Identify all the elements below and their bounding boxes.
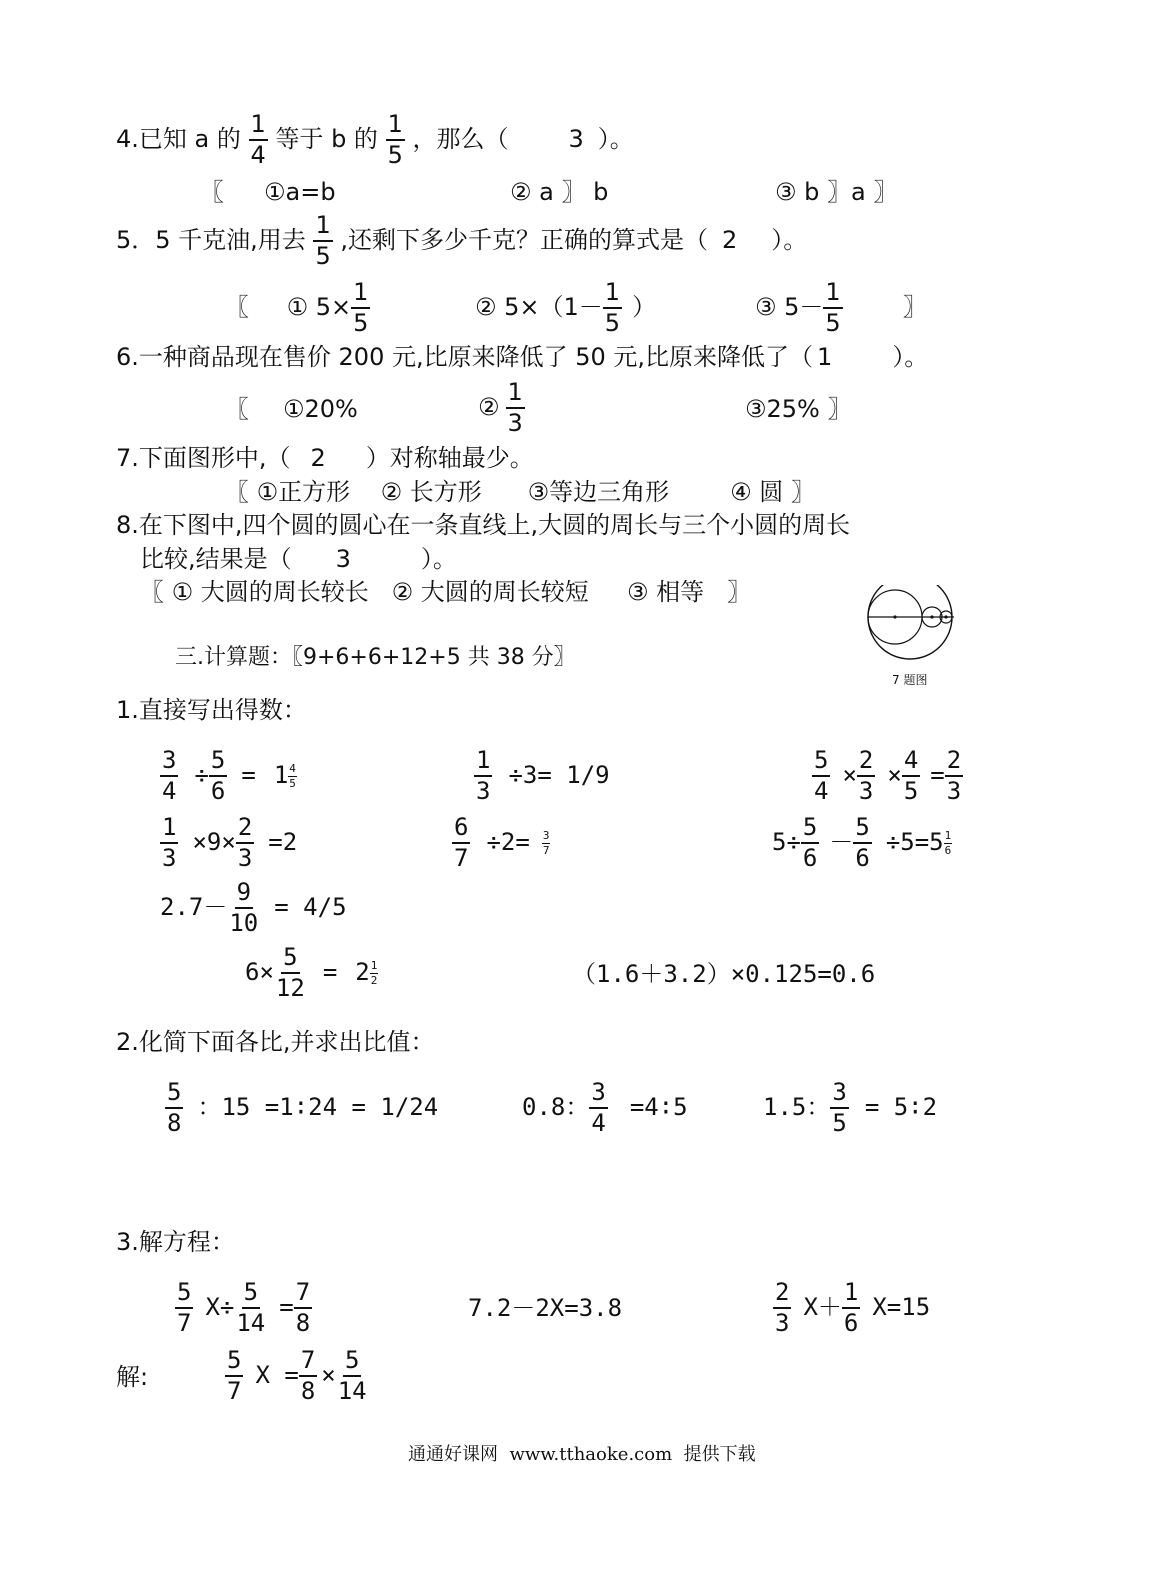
ratio-2 bbox=[522, 1080, 688, 1136]
question-7 bbox=[116, 446, 534, 470]
question-5 bbox=[116, 213, 807, 269]
equation-3-fraction-a: $\frac{2}{3}$ bbox=[775, 1278, 790, 1338]
ratio-3-rest: = 5∶2 bbox=[864, 1093, 938, 1122]
q6-option-3: ③25% 〗 bbox=[745, 395, 852, 423]
equation-3-fraction-b: $\frac{1}{6}$ bbox=[843, 1278, 859, 1338]
expr-6 bbox=[772, 815, 952, 871]
q5-option-bracket-close: 〗 bbox=[902, 293, 927, 322]
q6-option-2 bbox=[478, 380, 525, 436]
equation-3-rest: X=15 bbox=[872, 1293, 931, 1322]
expr-1-result-whole: 1 bbox=[273, 761, 289, 790]
q8-text: 比较,结果是（ bbox=[140, 545, 292, 573]
equation-1 bbox=[175, 1280, 312, 1336]
expr-6-fraction-a: $\frac{5}{6}$ bbox=[802, 813, 818, 873]
expr-8-pre: 6× bbox=[245, 958, 274, 987]
expr-3-fraction-b: $\frac{2}{3}$ bbox=[858, 746, 874, 806]
q6-options bbox=[225, 397, 358, 421]
q5-option-2-fraction: $\frac{1}{5}$ bbox=[604, 278, 621, 338]
expr-5-rest: ÷2= bbox=[486, 828, 530, 857]
q5-option-2-close: ） bbox=[632, 293, 657, 322]
calc-2-title: 2.化简下面各比,并求出比值： bbox=[116, 1028, 435, 1056]
expr-4-rest: =2 bbox=[268, 828, 298, 857]
solution-line bbox=[225, 1348, 369, 1404]
q4-fraction-2: $\frac{1}{5}$ bbox=[387, 110, 403, 170]
expr-2-fraction: $\frac{1}{3}$ bbox=[476, 746, 491, 806]
expr-8-result-whole: 2 bbox=[355, 958, 370, 987]
expr-4-mid: ×9× bbox=[192, 828, 236, 857]
q5-answer: 2 bbox=[722, 226, 738, 255]
q6-option-bracket: 〖 bbox=[225, 395, 249, 423]
expr-8-fraction: $\frac{5}{12}$ bbox=[275, 943, 305, 1003]
ratio-2-pre: 0.8： bbox=[522, 1093, 590, 1122]
section-3-title: 三.计算题：〖9+6+6+12+5 共 38 分〗 bbox=[175, 645, 576, 670]
equation-1-fraction-a: $\frac{5}{7}$ bbox=[177, 1278, 192, 1338]
expr-3-op-2: × bbox=[887, 761, 902, 790]
q8-close: ）。 bbox=[420, 545, 457, 573]
calc-1-title: 1.直接写出得数： bbox=[116, 696, 307, 724]
expr-7-pre: 2.7－ bbox=[160, 893, 228, 922]
q6-option-1: ①20% bbox=[283, 395, 358, 423]
q5-option-2-text: ② 5×（1－ bbox=[475, 293, 603, 322]
expr-4-fraction-a: $\frac{1}{3}$ bbox=[162, 813, 177, 873]
q8-answer: 3 bbox=[335, 545, 351, 573]
expr-5-fraction: $\frac{6}{7}$ bbox=[454, 813, 469, 873]
equation-2: 7.2－2X=3.8 bbox=[468, 1294, 623, 1322]
question-8-line-1: 8.在下图中,四个圆的圆心在一条直线上,大圆的周长与三个小圆的周长 bbox=[116, 511, 851, 539]
equation-3 bbox=[773, 1280, 930, 1336]
footer-text: 通通好课网 www.tthaoke.com 提供下载 bbox=[408, 1444, 756, 1465]
expr-7-rest: = 4/5 bbox=[274, 893, 347, 922]
expr-3-fraction-a: $\frac{5}{4}$ bbox=[814, 746, 829, 806]
ratio-3 bbox=[763, 1080, 937, 1136]
q6-option-2-fraction: $\frac{1}{3}$ bbox=[507, 378, 523, 438]
q7-text: 7.下面图形中,（ bbox=[116, 444, 291, 472]
question-4 bbox=[116, 112, 634, 168]
expr-1 bbox=[160, 748, 297, 804]
expr-5-result: $\frac{3}{7}$ bbox=[542, 829, 550, 857]
solution-mid: X = bbox=[255, 1361, 299, 1390]
q5-option-2 bbox=[475, 280, 656, 336]
q4-option-3: ③ b 〗a 〗 bbox=[775, 178, 898, 206]
q5-text-suffix: ,还剩下多少千克？正确的算式是（ bbox=[340, 226, 708, 255]
expr-3 bbox=[812, 748, 963, 804]
q5-option-bracket-open: 〖 bbox=[225, 293, 249, 322]
figure-caption: 7 题图 bbox=[892, 673, 928, 687]
q5-option-1-fraction: $\frac{1}{5}$ bbox=[353, 278, 369, 338]
ratio-3-pre: 1.5： bbox=[763, 1093, 831, 1122]
ratio-2-rest: =4∶5 bbox=[629, 1093, 688, 1122]
expr-8 bbox=[245, 945, 378, 1001]
expr-6-fraction-b: $\frac{5}{6}$ bbox=[855, 813, 870, 873]
q4-options bbox=[200, 180, 336, 204]
q4-option-1: ①a=b bbox=[264, 178, 336, 206]
expr-3-result: $\frac{2}{3}$ bbox=[946, 746, 962, 806]
solution-fraction-c: $\frac{5}{14}$ bbox=[337, 1346, 367, 1406]
expr-9: （1.6＋3.2）×0.125=0.6 bbox=[572, 960, 876, 988]
equation-1-fraction-b: $\frac{5}{14}$ bbox=[236, 1278, 266, 1338]
expr-1-eq: = bbox=[241, 761, 256, 790]
expr-7 bbox=[160, 880, 347, 936]
ratio-1-fraction: $\frac{5}{8}$ bbox=[167, 1078, 182, 1138]
expr-1-fraction-a: $\frac{3}{4}$ bbox=[162, 746, 177, 806]
expr-6-op: － bbox=[829, 828, 854, 857]
ratio-1-rest: ：15 =1∶24 = 1/24 bbox=[197, 1093, 439, 1122]
expr-2-rest: ÷3= 1/9 bbox=[508, 761, 610, 790]
question-8-line-2 bbox=[140, 547, 457, 571]
circles-diagram bbox=[862, 585, 962, 685]
q5-fraction: $\frac{1}{5}$ bbox=[315, 211, 331, 271]
calc-3-title: 3.解方程： bbox=[116, 1228, 235, 1256]
expr-8-result-fraction: $\frac{1}{2}$ bbox=[370, 959, 378, 987]
q4-fraction-1: $\frac{1}{4}$ bbox=[250, 110, 266, 170]
expr-3-eq: = bbox=[930, 761, 945, 790]
expr-4 bbox=[160, 815, 297, 871]
equation-1-eq: = bbox=[279, 1293, 294, 1322]
expr-3-op-1: × bbox=[842, 761, 857, 790]
q5-close: ）。 bbox=[771, 226, 808, 255]
equation-3-mid: X＋ bbox=[803, 1293, 842, 1322]
question-6 bbox=[116, 345, 928, 369]
expr-7-fraction: $\frac{9}{10}$ bbox=[229, 878, 259, 938]
equation-1-result: $\frac{7}{8}$ bbox=[295, 1278, 311, 1338]
q5-option-3-fraction: $\frac{1}{5}$ bbox=[825, 278, 841, 338]
expr-1-result-fraction: $\frac{4}{5}$ bbox=[289, 762, 296, 790]
ratio-3-fraction: $\frac{3}{5}$ bbox=[832, 1078, 847, 1138]
expr-3-fraction-c: $\frac{4}{5}$ bbox=[903, 746, 919, 806]
circles-figure bbox=[862, 585, 962, 689]
ratio-1 bbox=[165, 1080, 438, 1136]
equation-1-mid: X÷ bbox=[205, 1293, 235, 1322]
expr-2 bbox=[474, 748, 610, 804]
q4-option-bracket: 〖 bbox=[200, 178, 224, 206]
q4-text-mid: 等于 b 的 bbox=[275, 125, 378, 154]
q7-suffix: ）对称轴最少。 bbox=[365, 444, 534, 472]
q5-text: 5．5 千克油,用去 bbox=[116, 226, 306, 255]
q6-text: 6.一种商品现在售价 200 元,比原来降低了 50 元,比原来降低了（ bbox=[116, 343, 814, 371]
solution-label: 解: bbox=[116, 1363, 149, 1391]
expr-6-pre: 5÷ bbox=[772, 828, 801, 857]
q6-answer: 1 bbox=[817, 343, 833, 371]
q5-options bbox=[225, 280, 370, 336]
q4-option-2: ② a 〗 b bbox=[510, 178, 609, 206]
q7-options: 〖 ①正方形 ② 长方形 ③等边三角形 ④ 圆 〗 bbox=[225, 478, 815, 506]
q6-option-2-text: ② bbox=[478, 393, 500, 422]
q4-close: ）。 bbox=[597, 125, 634, 154]
expr-5 bbox=[452, 815, 550, 871]
q5-option-1: ① 5× bbox=[286, 293, 352, 322]
expr-1-op: ÷ bbox=[194, 761, 209, 790]
q5-option-3 bbox=[755, 280, 927, 336]
expr-8-eq: = bbox=[322, 958, 338, 987]
expr-6-rest: ÷5=5 bbox=[885, 828, 944, 857]
expr-6-result-fraction: $\frac{1}{6}$ bbox=[944, 829, 952, 857]
q5-option-3-text: ③ 5－ bbox=[755, 293, 824, 322]
ratio-2-fraction: $\frac{3}{4}$ bbox=[591, 1078, 606, 1138]
q4-answer: 3 bbox=[568, 125, 584, 154]
q4-text: 4.已知 a 的 bbox=[116, 125, 241, 154]
solution-fraction-a: $\frac{5}{7}$ bbox=[227, 1346, 242, 1406]
q6-close: ）。 bbox=[892, 343, 929, 371]
q4-text-suffix: ，那么（ bbox=[412, 125, 509, 154]
q7-answer: 2 bbox=[310, 444, 326, 472]
solution-op: × bbox=[321, 1361, 336, 1390]
q8-options: 〖 ① 大圆的周长较长 ② 大圆的周长较短 ③ 相等 〗 bbox=[140, 578, 751, 606]
expr-1-fraction-b: $\frac{5}{6}$ bbox=[210, 746, 226, 806]
solution-fraction-b: $\frac{7}{8}$ bbox=[300, 1346, 316, 1406]
expr-4-fraction-b: $\frac{2}{3}$ bbox=[237, 813, 253, 873]
